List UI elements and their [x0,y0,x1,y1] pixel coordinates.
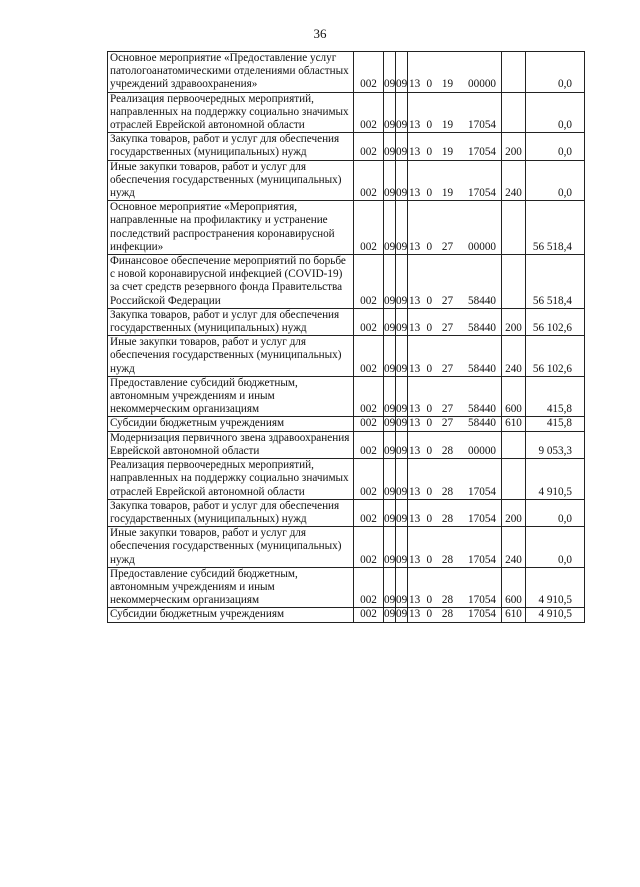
code-section: 09 [384,201,396,255]
row-name: Субсидии бюджетным учреждениям [108,417,354,431]
code-subsection: 09 [396,376,408,417]
row-amount: 415,8 [526,417,585,431]
code-section: 09 [384,431,396,458]
row-amount: 4 910,5 [526,608,585,622]
code-section: 09 [384,308,396,335]
row-amount: 9 053,3 [526,431,585,458]
code-subsection: 09 [396,459,408,500]
code-section: 09 [384,255,396,309]
code-section: 09 [384,52,396,93]
code-expense-type [502,92,526,133]
table-row [108,459,585,500]
row-name: Закупка товаров, работ и услуг для обеспечения государственных (муниципальных) нужд [108,133,354,160]
code-section: 09 [384,92,396,133]
code-admin: 002 [354,255,384,309]
code-subprogram: 0 [426,459,439,500]
code-direction: 00000 [457,52,502,93]
code-subprogram: 0 [426,417,439,431]
code-section: 09 [384,160,396,201]
code-subsection: 09 [396,567,408,608]
code-section: 09 [384,459,396,500]
code-expense-type: 610 [502,608,526,622]
code-admin: 002 [354,417,384,431]
code-subprogram: 0 [426,376,439,417]
code-direction: 00000 [457,201,502,255]
code-subprogram: 0 [426,608,439,622]
table-row [108,567,585,608]
code-subsection: 09 [396,308,408,335]
table-row [108,255,585,309]
code-direction: 17054 [457,133,502,160]
budget-table-body [108,52,585,623]
code-activity: 28 [439,431,457,458]
code-section: 09 [384,567,396,608]
table-row [108,133,585,160]
code-subsection: 09 [396,336,408,377]
code-subprogram: 0 [426,499,439,526]
code-direction: 17054 [457,567,502,608]
code-expense-type: 610 [502,417,526,431]
code-activity: 19 [439,92,457,133]
code-subprogram: 0 [426,160,439,201]
code-direction: 58440 [457,308,502,335]
code-direction: 58440 [457,417,502,431]
code-subprogram: 0 [426,527,439,568]
code-activity: 27 [439,308,457,335]
code-activity: 27 [439,201,457,255]
code-direction: 17054 [457,459,502,500]
code-activity: 19 [439,133,457,160]
row-amount: 4 910,5 [526,459,585,500]
table-row [108,417,585,431]
code-program: 13 [408,92,426,133]
code-subsection: 09 [396,160,408,201]
code-subsection: 09 [396,133,408,160]
code-program: 13 [408,608,426,622]
code-subprogram: 0 [426,92,439,133]
code-activity: 27 [439,255,457,309]
code-admin: 002 [354,459,384,500]
code-admin: 002 [354,431,384,458]
code-expense-type: 240 [502,527,526,568]
code-expense-type: 240 [502,336,526,377]
table-row [108,608,585,622]
code-expense-type [502,201,526,255]
code-direction: 17054 [457,160,502,201]
code-subprogram: 0 [426,133,439,160]
code-direction: 58440 [457,255,502,309]
code-activity: 27 [439,376,457,417]
code-admin: 002 [354,336,384,377]
row-amount: 4 910,5 [526,567,585,608]
code-activity: 28 [439,567,457,608]
code-activity: 27 [439,417,457,431]
code-activity: 27 [439,336,457,377]
code-section: 09 [384,417,396,430]
code-expense-type: 200 [502,133,526,160]
code-expense-type: 600 [502,376,526,417]
code-expense-type: 600 [502,567,526,608]
code-subprogram: 0 [426,308,439,335]
code-subprogram: 0 [426,567,439,608]
code-expense-type: 200 [502,499,526,526]
code-program: 13 [408,527,426,568]
code-direction: 17054 [457,499,502,526]
code-subsection: 09 [396,608,408,621]
row-amount: 56 102,6 [526,336,585,377]
code-direction: 17054 [457,92,502,133]
code-direction: 58440 [457,336,502,377]
row-name: Предоставление субсидий бюджетным, автономным учреждениям и иным некоммерческим организациям [108,567,354,608]
code-subsection: 09 [396,52,408,93]
page-number: 36 [313,26,327,41]
code-expense-type [502,255,526,309]
row-name: Реализация первоочередных мероприятий, направленных на поддержку социально значимых отраслей Еврейской автономной области [108,459,354,500]
code-admin: 002 [354,567,384,608]
table-row [108,201,585,255]
code-activity: 19 [439,52,457,93]
code-section: 09 [384,133,396,160]
row-name: Модернизация первичного звена здравоохранения Еврейской автономной области [108,431,354,458]
code-subsection: 09 [396,417,408,430]
code-program: 13 [408,417,426,431]
table-row [108,160,585,201]
row-name: Иные закупки товаров, работ и услуг для обеспечения государственных (муниципальных) нужд [108,160,354,201]
row-name: Иные закупки товаров, работ и услуг для обеспечения государственных (муниципальных) нужд [108,527,354,568]
code-subsection: 09 [396,431,408,458]
code-admin: 002 [354,499,384,526]
table-row [108,336,585,377]
code-subprogram: 0 [426,336,439,377]
row-name: Закупка товаров, работ и услуг для обеспечения государственных (муниципальных) нужд [108,308,354,335]
table-row [108,499,585,526]
code-direction: 17054 [457,527,502,568]
row-name: Основное мероприятие «Предоставление услуг патологоанатомическими отделениями областных учреждений здравоохранения» [108,52,354,93]
code-section: 09 [384,336,396,377]
code-program: 13 [408,133,426,160]
row-name: Закупка товаров, работ и услуг для обеспечения государственных (муниципальных) нужд [108,499,354,526]
row-name: Иные закупки товаров, работ и услуг для обеспечения государственных (муниципальных) нужд [108,336,354,377]
code-subprogram: 0 [426,52,439,93]
code-admin: 002 [354,92,384,133]
code-activity: 28 [439,527,457,568]
code-expense-type: 240 [502,160,526,201]
code-direction: 00000 [457,431,502,458]
code-subsection: 09 [396,255,408,309]
row-name: Основное мероприятие «Мероприятия, направленные на профилактику и устранение последствий распространения коронавирусной инфекции» [108,201,354,255]
code-activity: 28 [439,499,457,526]
table-row [108,308,585,335]
code-admin: 002 [354,527,384,568]
row-amount: 0,0 [526,92,585,133]
budget-table [107,51,585,623]
code-program: 13 [408,308,426,335]
table-row [108,92,585,133]
code-subsection: 09 [396,201,408,255]
code-section: 09 [384,499,396,526]
code-activity: 19 [439,160,457,201]
code-admin: 002 [354,376,384,417]
code-program: 13 [408,201,426,255]
table-row [108,376,585,417]
code-section: 09 [384,376,396,417]
code-program: 13 [408,52,426,93]
code-expense-type [502,52,526,93]
code-program: 13 [408,255,426,309]
code-subprogram: 0 [426,431,439,458]
row-amount: 0,0 [526,52,585,93]
code-subsection: 09 [396,92,408,133]
table-row [108,431,585,458]
code-admin: 002 [354,52,384,93]
row-name: Предоставление субсидий бюджетным, автономным учреждениям и иным некоммерческим организациям [108,376,354,417]
row-amount: 0,0 [526,527,585,568]
code-activity: 28 [439,608,457,622]
code-program: 13 [408,376,426,417]
code-activity: 28 [439,459,457,500]
code-direction: 17054 [457,608,502,622]
code-admin: 002 [354,608,384,622]
code-program: 13 [408,499,426,526]
row-amount: 56 518,4 [526,201,585,255]
code-expense-type [502,431,526,458]
code-admin: 002 [354,201,384,255]
row-amount: 56 518,4 [526,255,585,309]
code-section: 09 [384,608,396,621]
code-subsection: 09 [396,499,408,526]
code-admin: 002 [354,133,384,160]
code-admin: 002 [354,308,384,335]
row-amount: 415,8 [526,376,585,417]
row-amount: 0,0 [526,160,585,201]
code-subprogram: 0 [426,201,439,255]
row-name: Реализация первоочередных мероприятий, направленных на поддержку социально значимых отраслей Еврейской автономной области [108,92,354,133]
table-row [108,52,585,93]
code-program: 13 [408,459,426,500]
code-admin: 002 [354,160,384,201]
row-amount: 0,0 [526,499,585,526]
code-subsection: 09 [396,527,408,568]
code-subprogram: 0 [426,255,439,309]
code-expense-type: 200 [502,308,526,335]
code-program: 13 [408,160,426,201]
code-program: 13 [408,431,426,458]
code-program: 13 [408,567,426,608]
code-expense-type [502,459,526,500]
row-amount: 56 102,6 [526,308,585,335]
row-amount: 0,0 [526,133,585,160]
code-program: 13 [408,336,426,377]
row-name: Субсидии бюджетным учреждениям [108,608,354,622]
table-row [108,527,585,568]
code-direction: 58440 [457,376,502,417]
row-name: Финансовое обеспечение мероприятий по борьбе с новой коронавирусной инфекцией (COVID-19) за счет средств резервного фонда Правительства Российской Федерации [108,255,354,309]
code-section: 09 [384,527,396,568]
